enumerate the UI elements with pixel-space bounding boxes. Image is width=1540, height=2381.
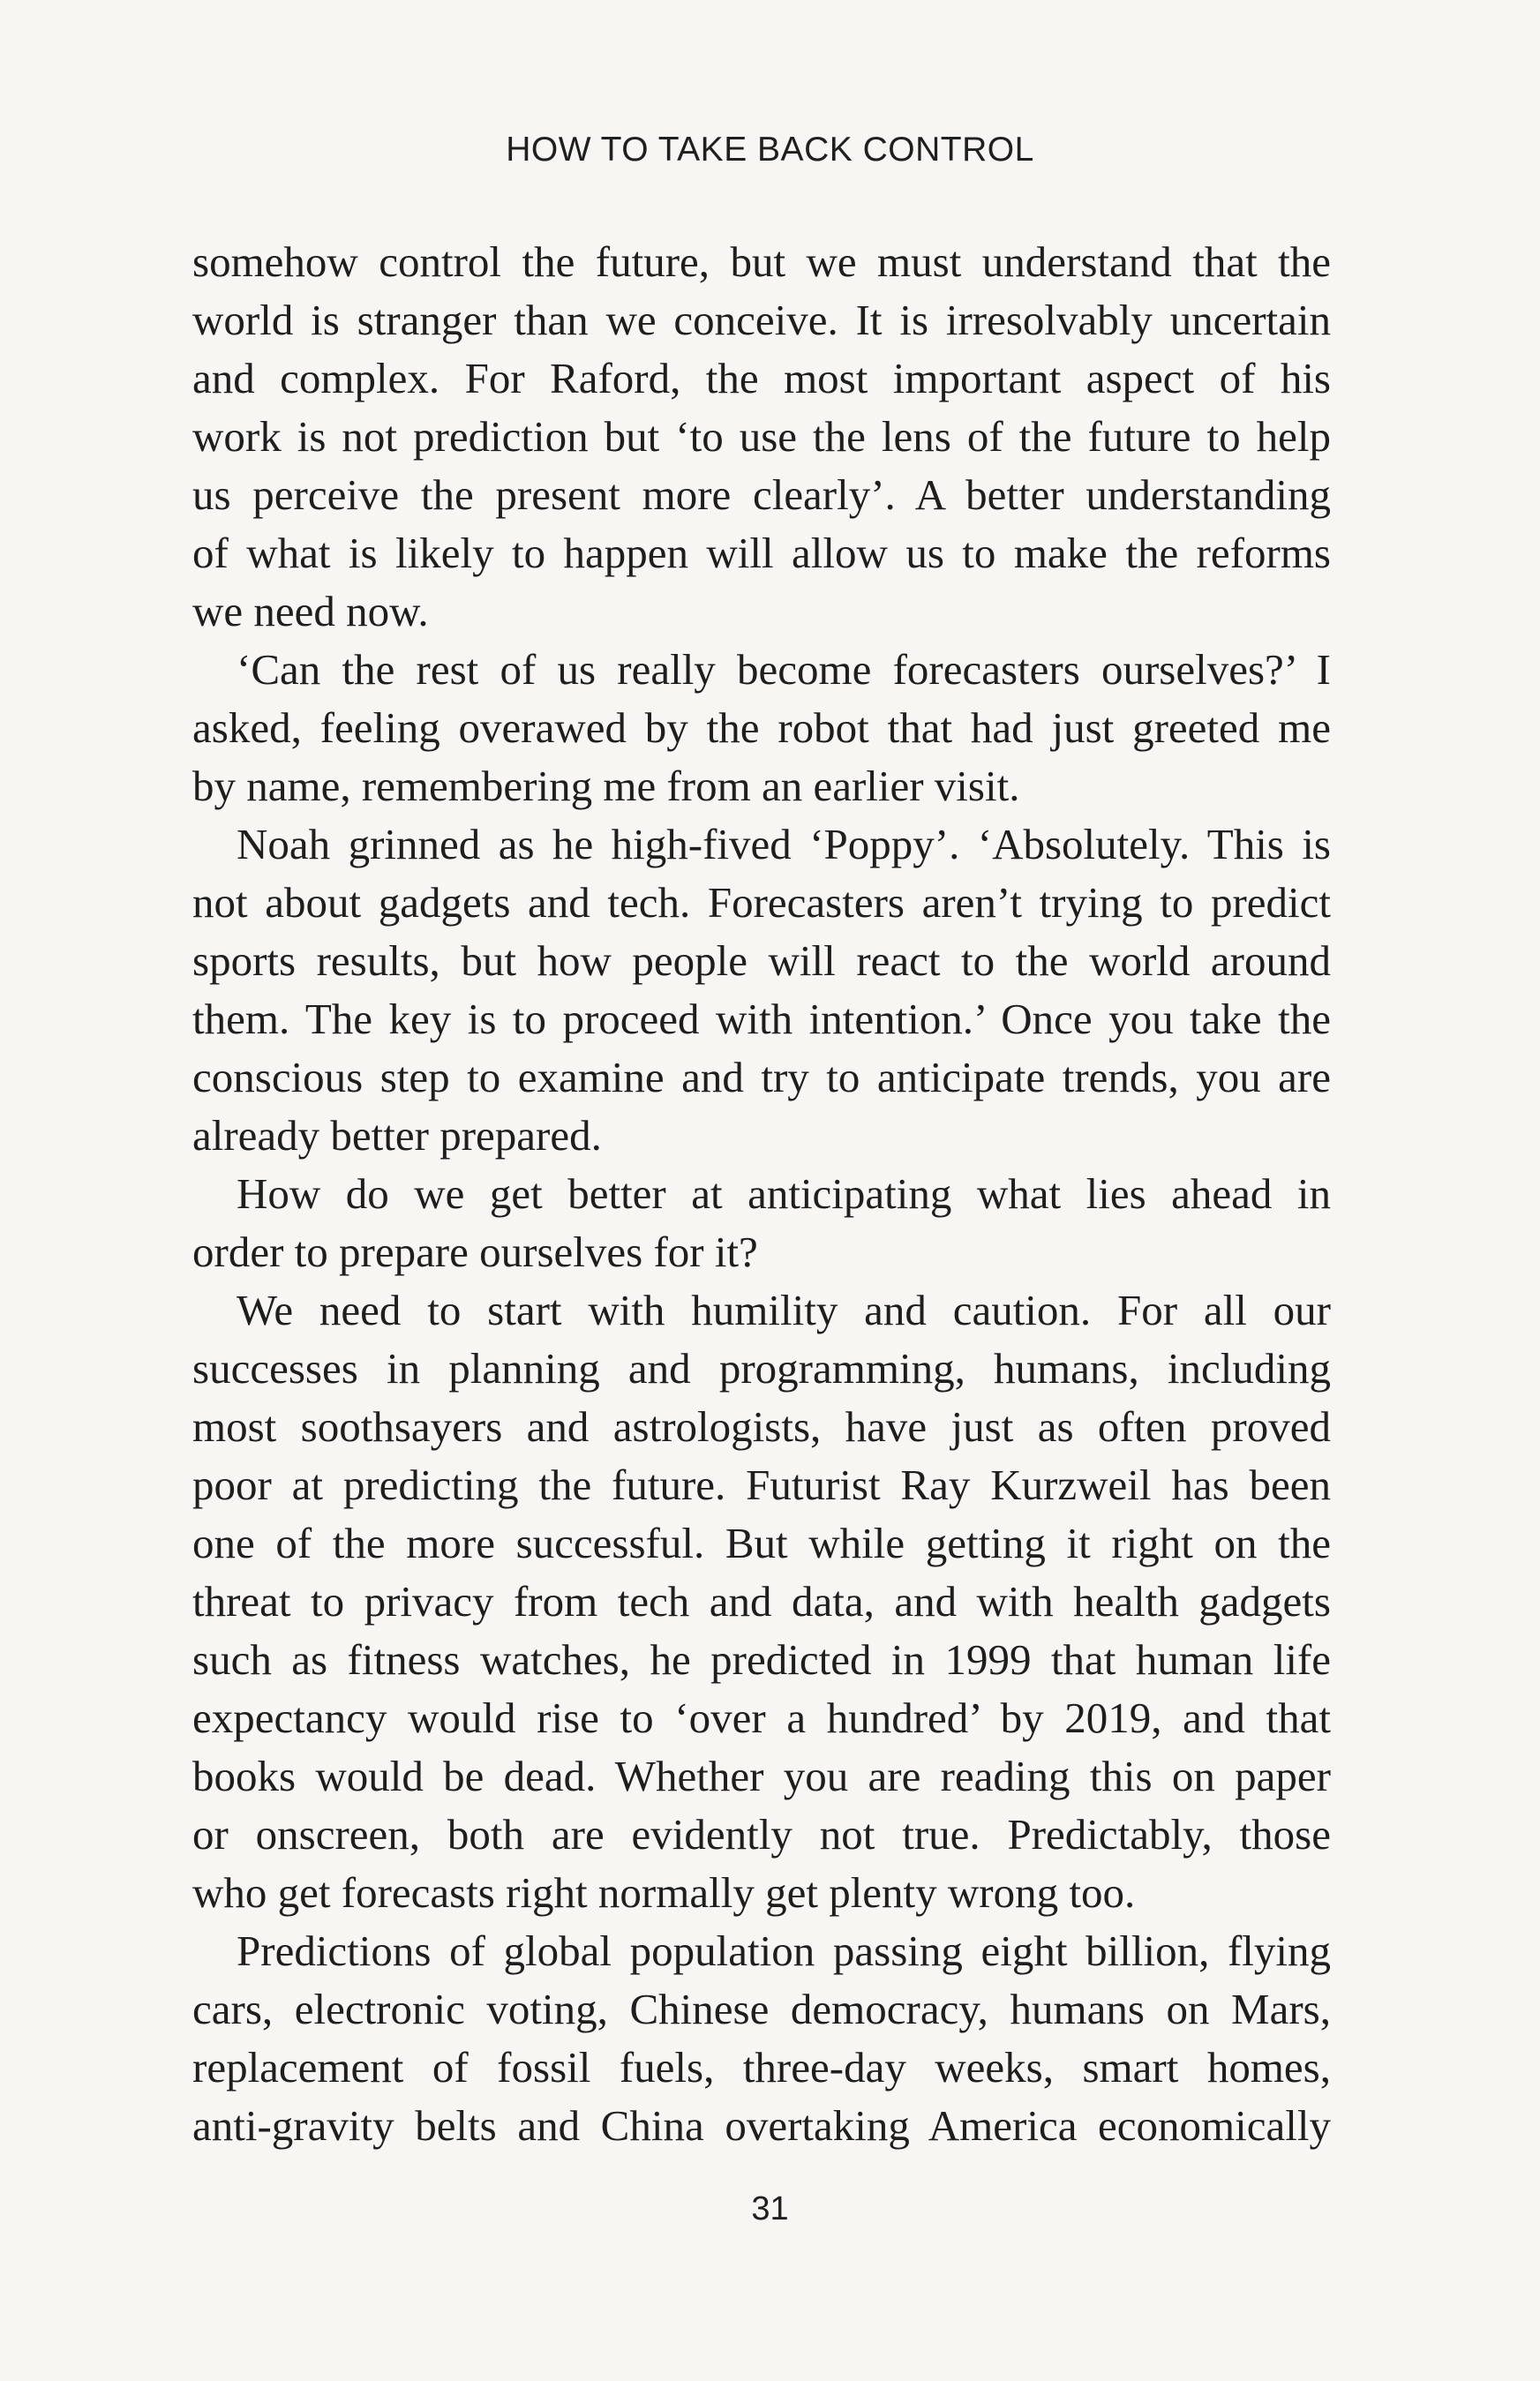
text-line: Noah grinned as he high-fived ‘Poppy’. ‘Absolutely. This is (237, 820, 1331, 868)
text-line: conscious step to examine and try to anticipate trends, you are (192, 1053, 1331, 1101)
text-line: somehow control the future, but we must understand that the (192, 237, 1331, 286)
text-line: such as fitness watches, he predicted in 1999 that human life (192, 1635, 1331, 1684)
text-line: one of the more successful. But while getting it right on the (192, 1519, 1331, 1567)
text-line: already better prepared. (192, 1111, 602, 1160)
text-line: by name, remembering me from an earlier visit. (192, 762, 1020, 810)
text-line: asked, feeling overawed by the robot that had just greeted me (192, 703, 1331, 752)
text-line: or onscreen, both are evidently not true. Predictably, those (192, 1810, 1331, 1859)
body-text (192, 233, 1331, 2155)
text-line: not about gadgets and tech. Forecasters aren’t trying to predict (192, 878, 1331, 927)
text-line: Predictions of global population passing eight billion, flying (237, 1927, 1331, 1975)
text-line: cars, electronic voting, Chinese democracy, humans on Mars, (192, 1985, 1331, 2033)
page-number: 31 (751, 2190, 789, 2227)
text-line: How do we get better at anticipating what lies ahead in (237, 1169, 1331, 1218)
text-line: expectancy would rise to ‘over a hundred’ by 2019, and that (192, 1694, 1331, 1742)
text-line: replacement of fossil fuels, three-day weeks, smart homes, (192, 2043, 1331, 2092)
text-line: poor at predicting the future. Futurist Ray Kurzweil has been (192, 1461, 1331, 1509)
text-line: of what is likely to happen will allow us to make the reforms (192, 529, 1331, 577)
text-line: us perceive the present more clearly’. A better understanding (192, 470, 1331, 519)
text-line: anti-gravity belts and China overtaking America economically (192, 2101, 1331, 2150)
text-line: threat to privacy from tech and data, and with health gadgets (192, 1577, 1331, 1626)
text-line: who get forecasts right normally get plenty wrong too. (192, 1868, 1136, 1917)
text-line: books would be dead. Whether you are reading this on paper (192, 1752, 1331, 1800)
text-line: sports results, but how people will react to the world around (192, 936, 1331, 985)
text-line: them. The key is to proceed with intention.’ Once you take the (192, 995, 1331, 1043)
text-line: work is not prediction but ‘to use the lens of the future to help (192, 412, 1331, 461)
text-line: world is stranger than we conceive. It is irresolvably uncertain (192, 296, 1331, 344)
text-line: and complex. For Raford, the most important aspect of his (192, 354, 1331, 402)
text-line: order to prepare ourselves for it? (192, 1228, 758, 1276)
text-line: we need now. (192, 587, 429, 635)
text-line: successes in planning and programming, humans, including (192, 1344, 1331, 1393)
running-head: HOW TO TAKE BACK CONTROL (506, 131, 1034, 169)
text-line: ‘Can the rest of us really become forecasters ourselves?’ I (237, 645, 1331, 694)
text-line: most soothsayers and astrologists, have just as often proved (192, 1402, 1331, 1451)
text-line: We need to start with humility and caution. For all our (237, 1286, 1331, 1334)
